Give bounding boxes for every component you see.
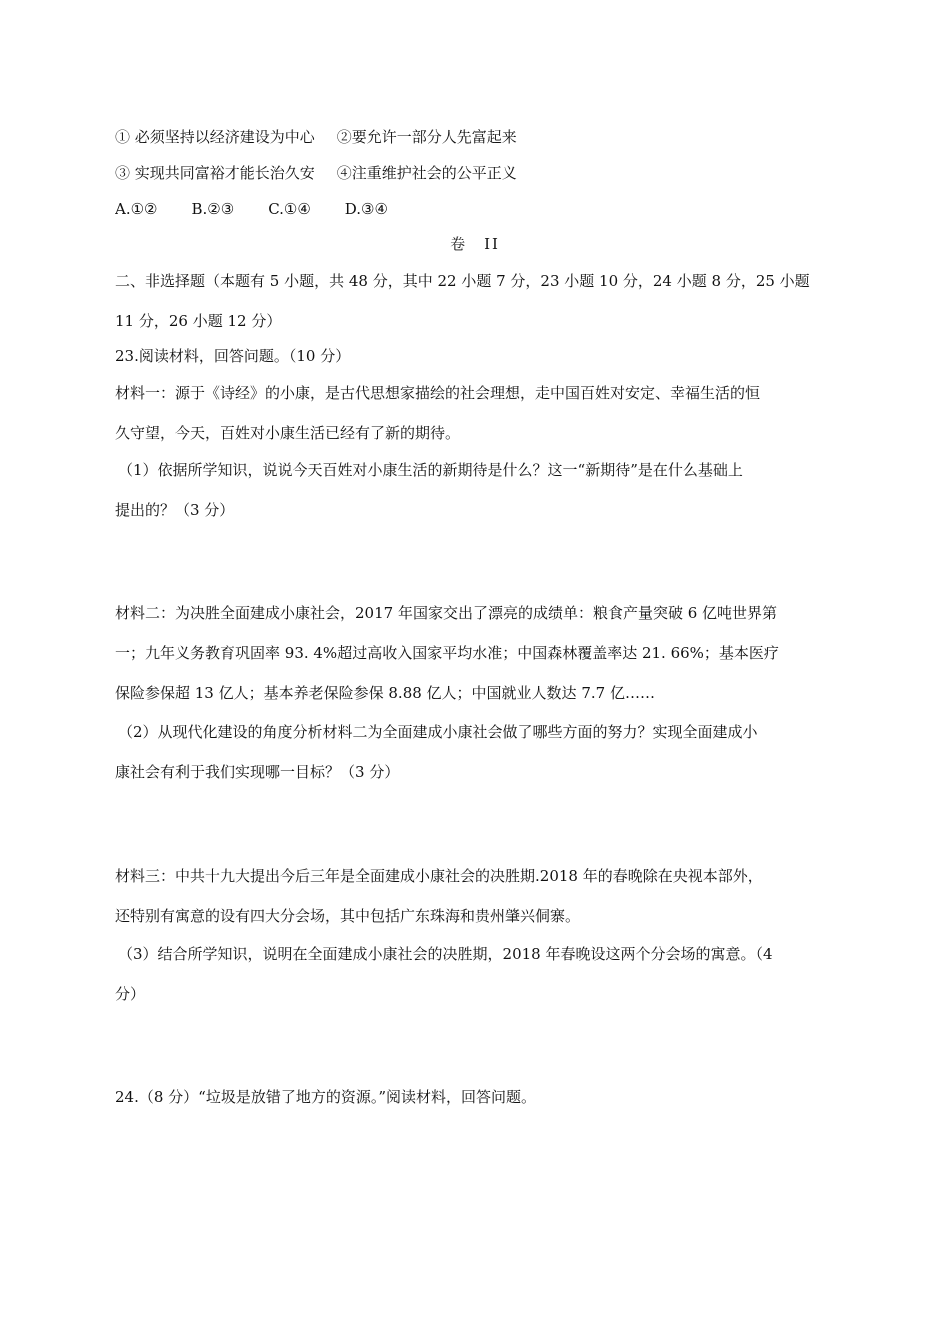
section-title: 卷 II [450,235,500,253]
sub-question-1-line-2: 提出的？（3 分） [115,501,235,519]
part2-header-line-1: 二、非选择题（本题有 5 小题，共 48 分，其中 22 小题 7 分，23 小题 10 分，24 小题 8 分，25 小题 [115,272,810,290]
statement-2: ②要允许一部分人先富起来 [336,128,517,146]
material-2-line-1: 材料二：为决胜全面建成小康社会，2017 年国家交出了漂亮的成绩单：粮食产量突破 6 亿吨世界第 [115,604,778,622]
statement-3: ③ 实现共同富裕才能长治久安 [115,164,315,182]
option-a: A.①② [115,200,158,218]
statement-row-2 [115,163,840,183]
option-d: D.③④ [344,200,388,218]
answer-options [115,199,840,219]
material-3-line-2: 还特别有寓意的设有四大分会场，其中包括广东珠海和贵州肇兴侗寨。 [115,907,581,925]
question-23-title: 23.阅读材料，回答问题。（10 分） [115,347,351,365]
material-1-line-2: 久守望，今天，百姓对小康生活已经有了新的期待。 [115,424,461,442]
material-3-line-1: 材料三：中共十九大提出今后三年是全面建成小康社会的决胜期.2018 年的春晚除在央视本部外， [115,867,763,885]
sub-question-1-line-1: （1）依据所学知识，说说今天百姓对小康生活的新期待是什么？这一“新期待”是在什么基础上 [118,461,743,479]
sub-question-3-line-2: 分） [115,985,146,1003]
option-c: C.①④ [268,200,311,218]
sub-question-2-line-1: （2）从现代化建设的角度分析材料二为全面建成小康社会做了哪些方面的努力？实现全面建成小 [118,723,758,741]
statement-row-1 [115,127,840,147]
material-2-line-2: 一；九年义务教育巩固率 93. 4%超过高收入国家平均水准；中国森林覆盖率达 21. 66%；基本医疗 [115,644,779,662]
material-1-line-1: 材料一：源于《诗经》的小康，是古代思想家描绘的社会理想，走中国百姓对安定、幸福生活的恒 [115,384,761,402]
sub-question-3-line-1: （3）结合所学知识，说明在全面建成小康社会的决胜期，2018 年春晚设这两个分会场的寓意。（4 [118,945,773,963]
material-2-line-3: 保险参保超 13 亿人；基本养老保险参保 8.88 亿人；中国就业人数达 7.7 亿…… [115,684,655,702]
option-b: B.②③ [191,200,235,218]
sub-question-2-line-2: 康社会有利于我们实现哪一目标？（3 分） [115,763,400,781]
question-24-title: 24.（8 分）“垃圾是放错了地方的资源。”阅读材料，回答问题。 [115,1088,537,1106]
statement-1: ① 必须坚持以经济建设为中心 [115,128,315,146]
statement-4: ④注重维护社会的公平正义 [336,164,517,182]
part2-header-line-2: 11 分，26 小题 12 分） [115,312,282,330]
